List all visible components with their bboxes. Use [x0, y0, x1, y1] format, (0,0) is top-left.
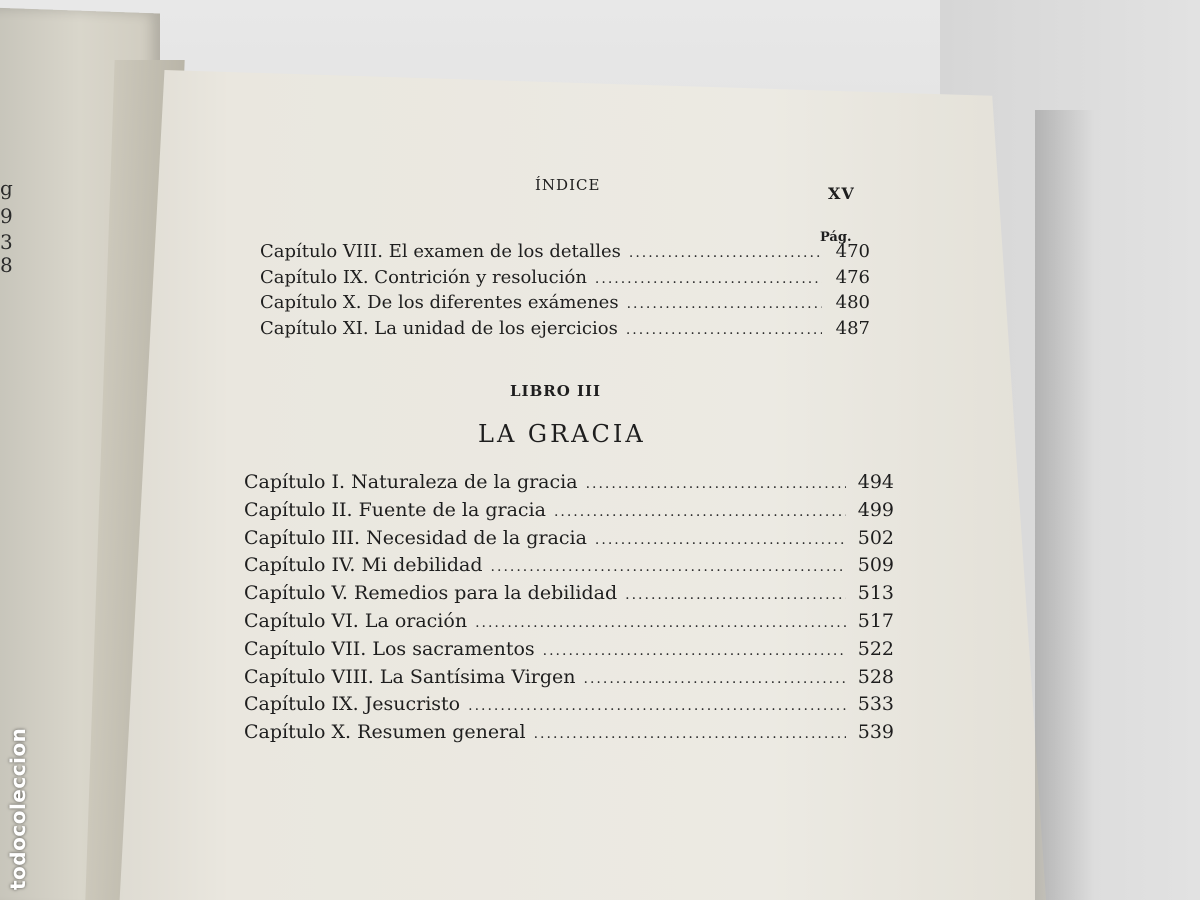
- toc-entry-page: 476: [835, 266, 870, 288]
- section-title: LA GRACIA: [478, 420, 646, 448]
- left-page-fragment: 8: [0, 253, 13, 277]
- toc-entry-title: Capítulo VII. Los sacramentos: [244, 637, 535, 660]
- leader-dots: [491, 555, 846, 581]
- toc-entry-page: 509: [857, 554, 894, 577]
- left-page-fragment: 9: [0, 204, 13, 228]
- toc-entry-title: Capítulo VIII. La Santísima Virgen: [244, 665, 576, 688]
- toc-entry-page: 502: [857, 526, 894, 549]
- toc-entry: [244, 470, 894, 498]
- toc-entry: [244, 526, 894, 554]
- leader-dots: [468, 694, 846, 720]
- toc-entry: [260, 291, 870, 317]
- toc-entry-page: 499: [857, 498, 894, 521]
- toc-entry-page: 494: [857, 471, 894, 493]
- toc-entry-title: Capítulo VIII. El examen de los detalles: [260, 241, 621, 262]
- page-shadow: [1035, 110, 1095, 900]
- leader-dots: [584, 667, 846, 693]
- leader-dots: [626, 319, 822, 343]
- toc-entry: [244, 581, 894, 609]
- leader-dots: [554, 500, 846, 526]
- toc-entry-title: Capítulo XI. La unidad de los ejercicios: [260, 317, 618, 339]
- toc-entry-title: Capítulo III. Necesidad de la gracia: [244, 526, 587, 549]
- page-number: XV: [828, 184, 855, 203]
- toc-entry-page: 528: [857, 665, 894, 688]
- toc-entry: [260, 240, 870, 266]
- toc-entry-page: 470: [835, 241, 870, 262]
- left-page-fragment: g: [0, 176, 13, 200]
- watermark-logo: todocoleccion: [6, 727, 30, 890]
- toc-entry: [244, 553, 894, 581]
- leader-dots: [595, 528, 846, 554]
- toc-entry-title: Capítulo X. De los diferentes exámenes: [260, 292, 619, 313]
- toc-entry: [244, 609, 894, 637]
- toc-entry-page: 480: [835, 292, 870, 313]
- toc-entry-page: 522: [857, 637, 894, 660]
- toc-entry-page: 517: [857, 609, 894, 632]
- toc-entry: [244, 637, 894, 665]
- toc-entry-title: Capítulo II. Fuente de la gracia: [244, 498, 546, 521]
- index-page-content: [230, 170, 894, 744]
- toc-entry-page: 539: [857, 721, 894, 744]
- toc-entry-title: Capítulo X. Resumen general: [244, 721, 526, 744]
- leader-dots: [543, 639, 846, 665]
- toc-entry-title: Capítulo I. Naturaleza de la gracia: [244, 471, 578, 493]
- page-column-label: Pág.: [820, 230, 852, 245]
- leader-dots: [627, 293, 822, 317]
- toc-entry: [244, 498, 894, 526]
- toc-entry-page: 533: [857, 693, 894, 716]
- toc-entry-title: Capítulo IV. Mi debilidad: [244, 554, 483, 577]
- toc-entry-title: Capítulo IX. Contrición y resolución: [260, 266, 587, 288]
- toc-entry: [260, 266, 870, 292]
- page-header: [230, 170, 890, 203]
- left-page-fragment: 3: [0, 230, 13, 254]
- book-label: LIBRO III: [510, 382, 602, 400]
- leader-dots: [586, 472, 846, 498]
- toc-entry-title: Capítulo V. Remedios para la debilidad: [244, 582, 618, 605]
- toc-entry: [260, 317, 870, 343]
- toc-entry: [244, 692, 894, 720]
- leader-dots: [629, 242, 822, 266]
- leader-dots: [595, 268, 822, 292]
- continued-toc-list: [260, 240, 870, 342]
- toc-entry: [244, 665, 894, 693]
- leader-dots: [534, 722, 846, 748]
- toc-entry: [244, 720, 894, 748]
- toc-entry-page: 487: [835, 317, 870, 339]
- leader-dots: [475, 611, 846, 637]
- toc-entry-page: 513: [857, 582, 894, 605]
- toc-entry-title: Capítulo IX. Jesucristo: [244, 693, 461, 716]
- leader-dots: [625, 583, 846, 609]
- book-toc-list: [244, 470, 894, 748]
- toc-entry-title: Capítulo VI. La oración: [244, 609, 468, 632]
- running-title: ÍNDICE: [535, 176, 601, 194]
